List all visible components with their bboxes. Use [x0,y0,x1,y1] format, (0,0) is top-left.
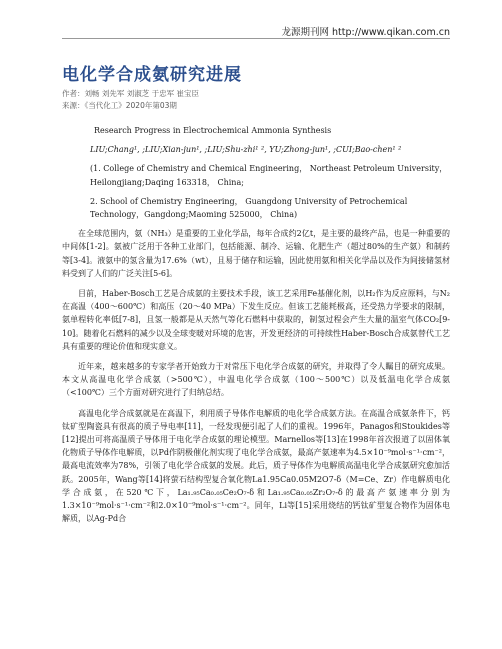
english-authors: LIU;Chang¹, ;LIU;Xian-jun¹, ;LIU;Shu-zhi¹ ², YU;Zhong-jun¹, ;CUI;Bao-chen¹ ² [90,145,402,155]
article-title: 电化学合成氨研究进展 [62,65,242,85]
site-header-link[interactable]: 龙源期刊网 http://www.qikan.com.cn [281,27,450,38]
english-title: Research Progress in Electrochemical Ammonia Synthesis [94,126,332,135]
affiliation-1: (1. College of Chemistry and Chemical Engineering， Northeast Petroleum University，Heilongjiang;Daqing 163318， China; [90,164,448,187]
source-line: 来源：《当代化工》2020年第03期 [62,101,177,110]
affiliation-2: 2. School of Chemistry Engineering， Guangdong University of Petrochemical Technology，Gangdong;Maoming 525000， China) [90,196,408,220]
paragraph-haber-bosch: 目前，Haber-Bosch工艺是合成氨的主要技术手段，该工艺采用Fe基催化剂，以H₂作为反应原料，与N₂在高温（400～600℃）和高压（20～40 MPa）下发生反应。但该工艺能耗极高，还受热力学要求的限制，氨单程转化率低[7-8]，且氢一般都是从天然气等化石燃料中获取的，制氢过程会产生大量的温室气体CO₂[9-10]。随着化石燃料的减少以及全球变暖对环境的危害，开发更经济的可持续性Haber-Bosch合成氨替代工艺具有重要的理论价值和现实意义。 [62,289,450,351]
paragraph-overview: 近年来，越来越多的专家学者开始致力于对常压下电化学合成氨的研究，并取得了令人瞩目的研究成果。本文从高温电化学合成氨（>500℃），中温电化学合成氨（100～500℃）以及低温电化学合成氨（<100℃）三个方面对研究进行了归纳总结。 [62,362,450,398]
paragraph-high-temp: 高温电化学合成氨就是在高温下，利用质子导体作电解质的电化学合成氨方法。在高温合成氨条件下，钙钛矿型陶瓷具有很高的质子导电率[11]，一经发现便引起了人们的重视。1996年，Panagos和Stoukides等[12]提出可将高温质子导体用于电化学合成氨的理论模型。Marnellos等[13]在1998年首次报道了以固体氧化物质子导体作电解质，以Pd作阴极催化剂实现了电化学合成氨，最高产氨速率为4.5×10⁻⁹mol·s⁻¹·cm⁻²，最高电流效率为78%，引领了电化学合成氨的发展。此后，质子导体作为电解质高温电化学合成氨研究愈加活跃。2005年，Wang等[14]将萤石结构型复合氧化物La1.95Ca0.05M2O7-δ（M=Ce、Zr）作电解质电化学合成氨，在520℃下，La₁.₉₅Ca₀.₀₅Ce₂O₇-δ和La₁.₉₅Ca₀.₀₅Zr₂O₇-δ的最高产氨速率分别为1.3×10⁻⁹mol·s⁻¹·cm⁻²和2.0×10⁻⁹mol·s⁻¹·cm⁻²。同年，Li等[15]采用烧结的钙钛矿型复合物作为固体电解质，以Ag-Pd合 [62,408,450,524]
header-divider [62,38,450,39]
paragraph-intro: 在全球范围内，氨（NH₃）是重要的工业化学品，每年合成约2亿t，是主要的最终产品，也是一种重要的中间体[1-2]。氨被广泛用于各种工业部门，包括能源、制冷、运输、化肥生产（超过80%的生产氨）和制药等[3-4]。液氨中的氢含量为17.6%（wt），且易于储存和运输，因此使用氨和相关化学品以及作为间接储氢材料受到了人们的广泛关注[5-6]。 [62,229,450,278]
article-body [62,124,450,532]
authors-line: 作者：刘畅 刘先军 刘淑芝 于忠军 崔宝臣 [62,89,200,98]
